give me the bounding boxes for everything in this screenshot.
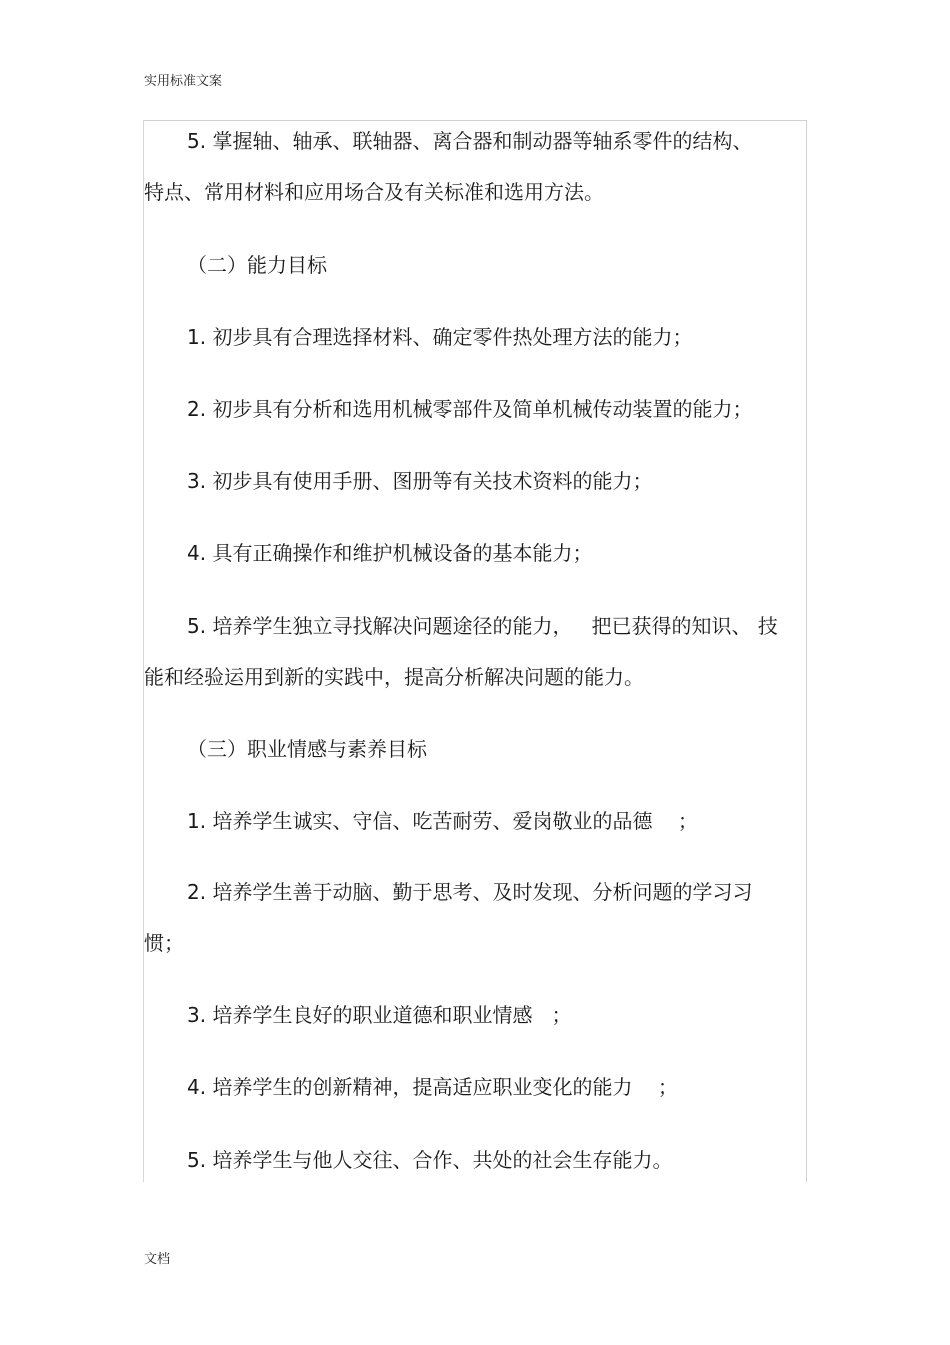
paragraph-line: 4. 具有正确操作和维护机械设备的基本能力； [187, 541, 593, 565]
paragraph-line: 5. 培养学生独立寻找解决问题途径的能力， 把已获得的知识、 技 [187, 614, 778, 638]
paragraph-line: 4. 培养学生的创新精神，提高适应职业变化的能力 ； [187, 1075, 678, 1099]
paragraph-line: 5. 培养学生与他人交往、合作、共处的社会生存能力。 [187, 1148, 673, 1172]
section-heading: （三）职业情感与素养目标 [187, 737, 427, 761]
paragraph-line: 1. 培养学生诚实、守信、吃苦耐劳、爱岗敬业的品德 ； [187, 809, 698, 833]
paragraph-line: 5. 掌握轴、轴承、联轴器、离合器和制动器等轴系零件的结构、 [187, 129, 753, 153]
paragraph-line: 3. 培养学生良好的职业道德和职业情感 ； [187, 1003, 572, 1027]
paragraph-line: 1. 初步具有合理选择材料、确定零件热处理方法的能力； [187, 325, 693, 349]
paragraph-line: 2. 培养学生善于动脑、勤于思考、及时发现、分析问题的学习习 [187, 880, 753, 904]
page-footer: 文档 [144, 1252, 171, 1267]
page-header: 实用标准文案 [144, 74, 223, 89]
paragraph-line: 能和经验运用到新的实践中，提高分析解决问题的能力。 [144, 665, 644, 689]
section-heading: （二）能力目标 [187, 253, 327, 277]
paragraph-line: 特点、常用材料和应用场合及有关标准和选用方法。 [144, 180, 604, 204]
paragraph-line: 惯； [144, 931, 184, 955]
paragraph-line: 2. 初步具有分析和选用机械零部件及简单机械传动装置的能力； [187, 397, 753, 421]
paragraph-line: 3. 初步具有使用手册、图册等有关技术资料的能力； [187, 469, 653, 493]
